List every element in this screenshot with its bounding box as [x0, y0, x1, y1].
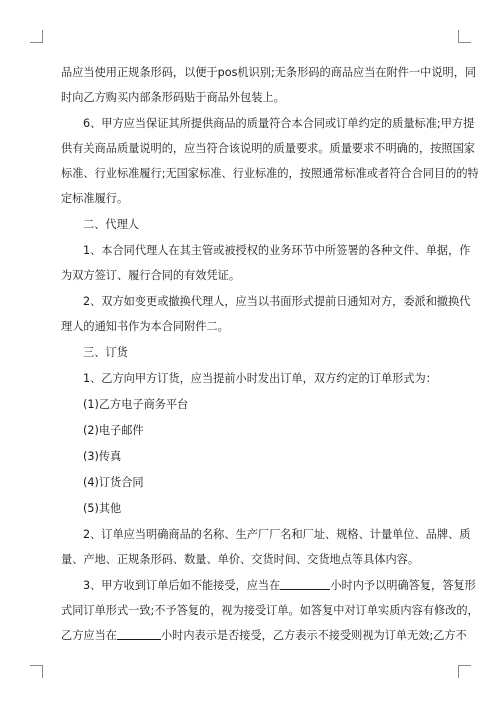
text-line: 定标准履行。	[61, 192, 129, 205]
text-line: 2、订单应当明确商品的名称、生产厂厂名和厂址、规格、计量单位、品牌、质	[83, 528, 471, 541]
text-line: 1、乙方向甲方订货，应当提前小时发出订单，双方约定的订单形式为：	[83, 372, 437, 385]
text-line: 为双方签订、履行合同的有效凭证。	[61, 269, 241, 282]
list-item: (4)订货合同	[83, 476, 144, 489]
text-line: 品应当使用正规条形码，以便于pos机识别;无条形码的商品应当在附件一中说明，同	[61, 66, 477, 79]
list-item: (3)传真	[83, 450, 122, 463]
text-line: 式同订单形式一致;不予答复的，视为接受订单。如答复中对订单实质内容有修改的，	[61, 604, 479, 617]
text-segment: 3、甲方收到订单后如不能接受，应当在	[83, 579, 281, 592]
text-segment: 小时内表示是否接受，乙方表示不接受则视为订单无效;乙方不	[160, 629, 467, 642]
text-line: 标准、行业标准履行;无国家标准、行业标准的，按照通常标准或者符合合同目的的特	[61, 167, 479, 180]
document-body	[61, 65, 479, 644]
text-segment: 乙方应当在	[61, 629, 117, 642]
text-line: 1、本合同代理人在其主管或被授权的业务环节中所签署的各种文件、单据，作	[83, 244, 471, 257]
text-line: 理人的通知书作为本合同附件二。	[61, 320, 229, 333]
crop-mark-top-right	[458, 30, 471, 43]
list-item: (2)电子邮件	[83, 424, 144, 437]
crop-mark-bottom-right	[458, 665, 471, 678]
section-heading: 二、代理人	[83, 218, 139, 231]
fill-in-blank[interactable]	[117, 628, 161, 640]
fill-in-blank[interactable]	[280, 578, 330, 590]
text-segment: 小时内予以明确答复，答复形	[330, 579, 476, 592]
text-line: 6、甲方应当保证其所提供商品的质量符合本合同或订单约定的质量标准;甲方提	[83, 117, 475, 130]
crop-mark-bottom-left	[30, 665, 43, 678]
section-heading: 三、订货	[83, 346, 128, 359]
crop-mark-top-left	[30, 30, 43, 43]
text-line	[61, 578, 476, 594]
list-item: (5)其他	[83, 502, 122, 515]
text-line: 时向乙方购买内部条形码贴于商品外包装上。	[61, 91, 285, 104]
text-line	[61, 628, 467, 644]
list-item: (1)乙方电子商务平台	[83, 398, 189, 411]
text-line: 2、双方如变更或撤换代理人，应当以书面形式提前日通知对方，委派和撤换代	[83, 295, 471, 308]
text-line: 供有关商品质量说明的，应当符合该说明的质量要求。质量要求不明确的，按照国家	[61, 142, 475, 155]
text-line: 量、产地、正规条形码、数量、单价、交货时间、交货地点等具体内容。	[61, 553, 420, 566]
